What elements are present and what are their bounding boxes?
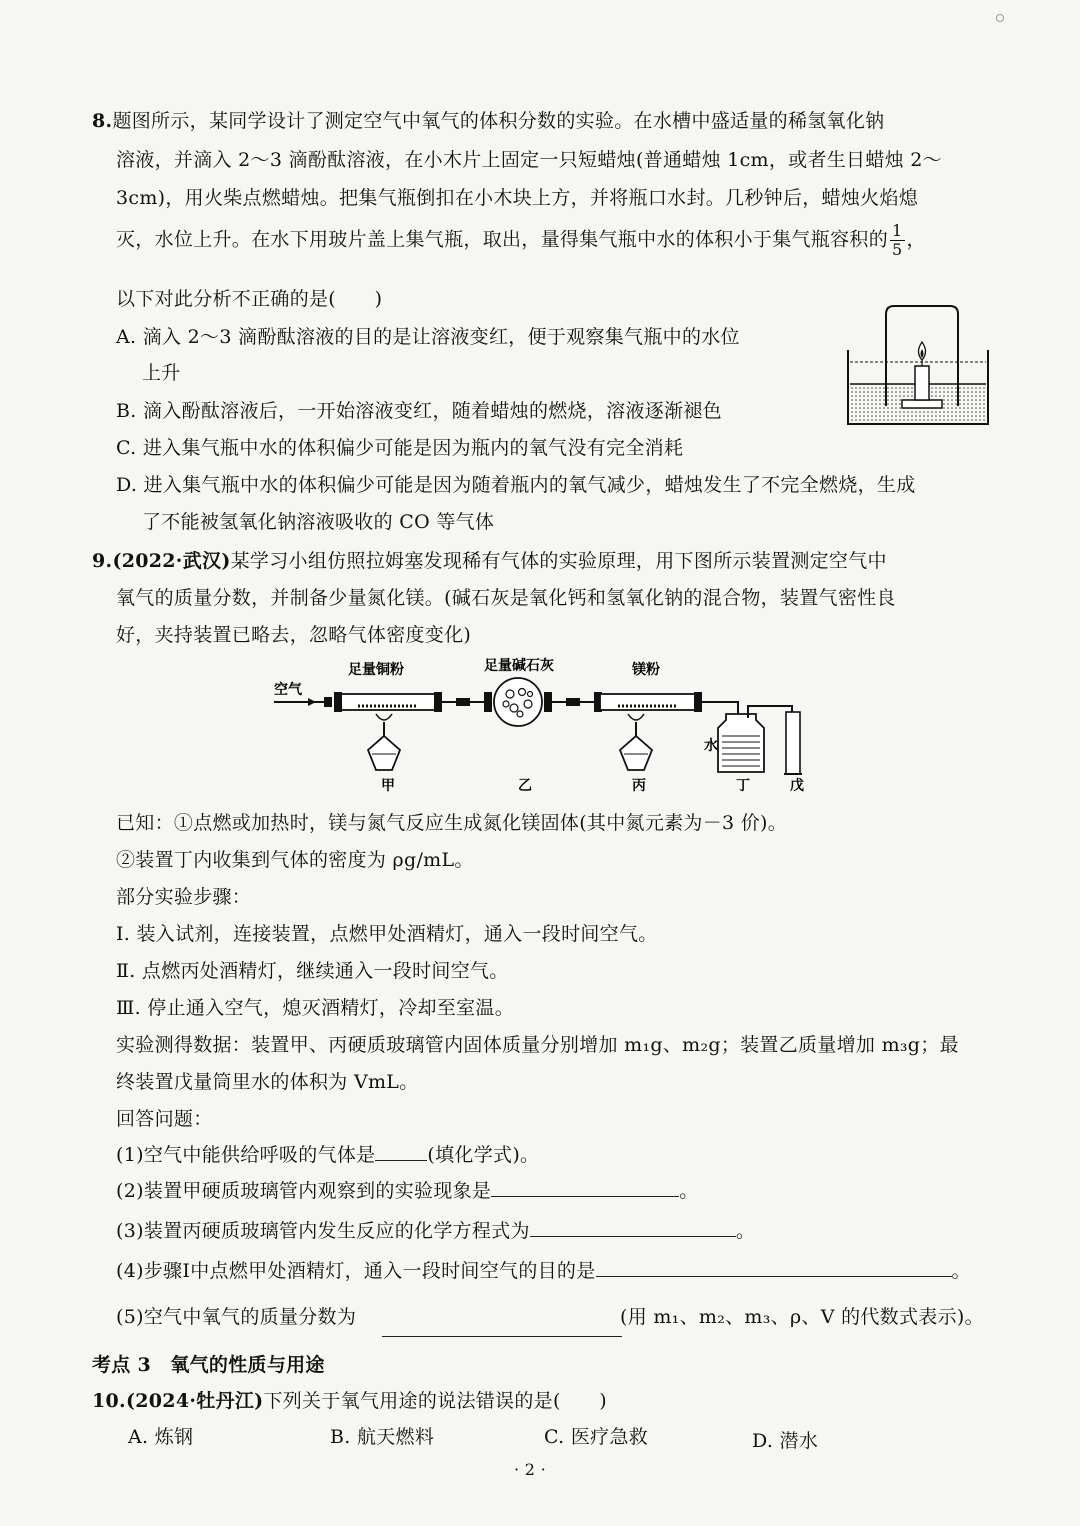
answer-blank-2[interactable] [491,1178,679,1197]
q10-stem: 下列关于氧气用途的说法错误的是( ) [263,1390,607,1412]
q10-option-c: C. 医疗急救 [544,1426,649,1448]
q8-option-a: A. 滴入 2～3 滴酚酞溶液的目的是让溶液变红，便于观察集气瓶中的水位 [116,326,740,348]
q9-sub-5-tail: (用 m₁、m₂、m₃、ρ、V 的代数式表示)。 [620,1306,984,1328]
label-air: 空气 [274,682,302,698]
q9-source: (2022·武汉) [112,550,231,572]
q9-apparatus-diagram [268,652,820,800]
label-copper: 足量铜粉 [348,662,404,678]
q9-step-2: Ⅱ. 点燃丙处酒精灯，继续通入一段时间空气。 [116,960,509,982]
q9-sub-2-text: (2)装置甲硬质玻璃管内观察到的实验现象是 [116,1180,492,1202]
answer-blank-5[interactable] [382,1336,622,1337]
q10-option-b: B. 航天燃料 [330,1426,435,1448]
fraction-one-fifth [890,222,904,259]
q9-answer-title: 回答问题： [116,1108,213,1130]
q8-frac-tail: ， [906,228,926,251]
q9-stem-1: 某学习小组仿照拉姆塞发现稀有气体的实验原理，用下图所示装置测定空气中 [230,550,887,572]
q9-known-1: 已知：①点燃或加热时，镁与氮气反应生成氮化镁固体(其中氮元素为－3 价)。 [116,812,788,834]
q9-sub-4 [116,1256,971,1283]
q9-number: 9. [92,550,113,572]
q8-option-c: C. 进入集气瓶中水的体积偏少可能是因为瓶内的氧气没有完全消耗 [116,437,684,459]
label-bing: 丙 [632,778,646,794]
q9-stem-3: 好，夹持装置已略去，忽略气体密度变化) [116,624,472,646]
q8-option-b: B. 滴入酚酞溶液后，一开始溶液变红，随着蜡烛的燃烧，溶液逐渐褪色 [116,400,722,422]
q10-line [92,1386,607,1413]
q8-number: 8. [92,110,113,132]
q9-sub-4-period: 。 [951,1260,971,1282]
q9-sub-2-period: 。 [679,1180,699,1202]
q8-line-4 [116,222,926,259]
q9-sub-1-text: (1)空气中能供给呼吸的气体是 [116,1144,376,1166]
label-water: 水 [704,738,718,754]
q8-option-d: D. 进入集气瓶中水的体积偏少可能是因为随着瓶内的氧气减少，蜡烛发生了不完全燃烧，生成 [116,474,916,496]
q8-stem-2: 溶液，并滴入 2～3 滴酚酞溶液，在小木片上固定一只短蜡烛(普通蜡烛 1cm，或者生日蜡烛 2～ [116,149,942,171]
q9-known-2: ②装置丁内收集到气体的密度为 ρg/mL。 [116,849,474,871]
answer-blank-1[interactable] [375,1142,427,1161]
q10-number: 10. [92,1390,126,1412]
q9-sub-3 [116,1216,755,1243]
q9-sub-4-text: (4)步骤Ⅰ中点燃甲处酒精灯，通入一段时间空气的目的是 [116,1260,596,1282]
q8-stem-1: 题图所示，某同学设计了测定空气中氧气的体积分数的实验。在水槽中盛适量的稀氢氧化钠 [112,110,885,132]
q9-data-2: 终装置戊量筒里水的体积为 VmL。 [116,1071,419,1093]
q8-stem-3: 3cm)，用火柴点燃蜡烛。把集气瓶倒扣在小木块上方，并将瓶口水封。几秒钟后，蜡烛火焰熄 [116,187,919,209]
corner-mark [996,14,1004,22]
q8-option-a-cont: 上升 [142,362,181,384]
label-mg: 镁粉 [632,662,660,678]
q10-option-d: D. 潜水 [752,1430,819,1452]
q9-stem-2: 氧气的质量分数，并制备少量氮化镁。(碱石灰是氧化钙和氢氧化钠的混合物，装置气密性良 [116,587,896,609]
q8-line-1 [92,106,884,133]
q9-line-1 [92,546,887,573]
section-title: 考点 3 氧气的性质与用途 [92,1354,325,1376]
q8-stem-4: 灭，水位上升。在水下用玻片盖上集气瓶，取出，量得集气瓶中水的体积小于集气瓶容积的 [116,228,889,251]
label-wu: 戊 [790,778,804,794]
q10-option-a: A. 炼钢 [128,1426,194,1448]
page-number: · 2 · [514,1460,547,1479]
answer-blank-4[interactable] [596,1258,952,1277]
label-lime: 足量碱石灰 [484,658,554,674]
label-yi: 乙 [518,778,532,794]
label-ding: 丁 [736,778,750,794]
q8-option-d-cont: 了不能被氢氧化钠溶液吸收的 CO 等气体 [142,511,495,533]
answer-blank-3[interactable] [530,1218,736,1237]
q8-candle-jar-figure [842,302,994,430]
q9-sub-1 [116,1140,539,1167]
label-jia: 甲 [381,778,395,794]
q9-sub-1-tail: (填化学式)。 [427,1144,540,1166]
q9-sub-3-period: 。 [735,1220,756,1242]
q9-sub-3-text: (3)装置丙硬质玻璃管内发生反应的化学方程式为 [116,1220,530,1242]
q9-step-1: Ⅰ. 装入试剂，连接装置，点燃甲处酒精灯，通入一段时间空气。 [116,923,658,945]
q9-sub-5-text: (5)空气中氧气的质量分数为 [116,1306,357,1328]
q10-source: (2024·牡丹江) [125,1390,264,1412]
q9-sub-2 [116,1176,699,1203]
q9-steps-title: 部分实验步骤： [116,886,252,908]
q9-step-3: Ⅲ. 停止通入空气，熄灭酒精灯，冷却至室温。 [116,997,515,1019]
q9-data-1: 实验测得数据：装置甲、丙硬质玻璃管内固体质量分别增加 m₁g、m₂g；装置乙质量增加 m₃g；最 [116,1034,959,1056]
q8-stem-end: 以下对此分析不正确的是( ) [116,288,383,310]
fraction-numerator: 1 [892,221,903,240]
fraction-denominator: 5 [892,240,903,259]
